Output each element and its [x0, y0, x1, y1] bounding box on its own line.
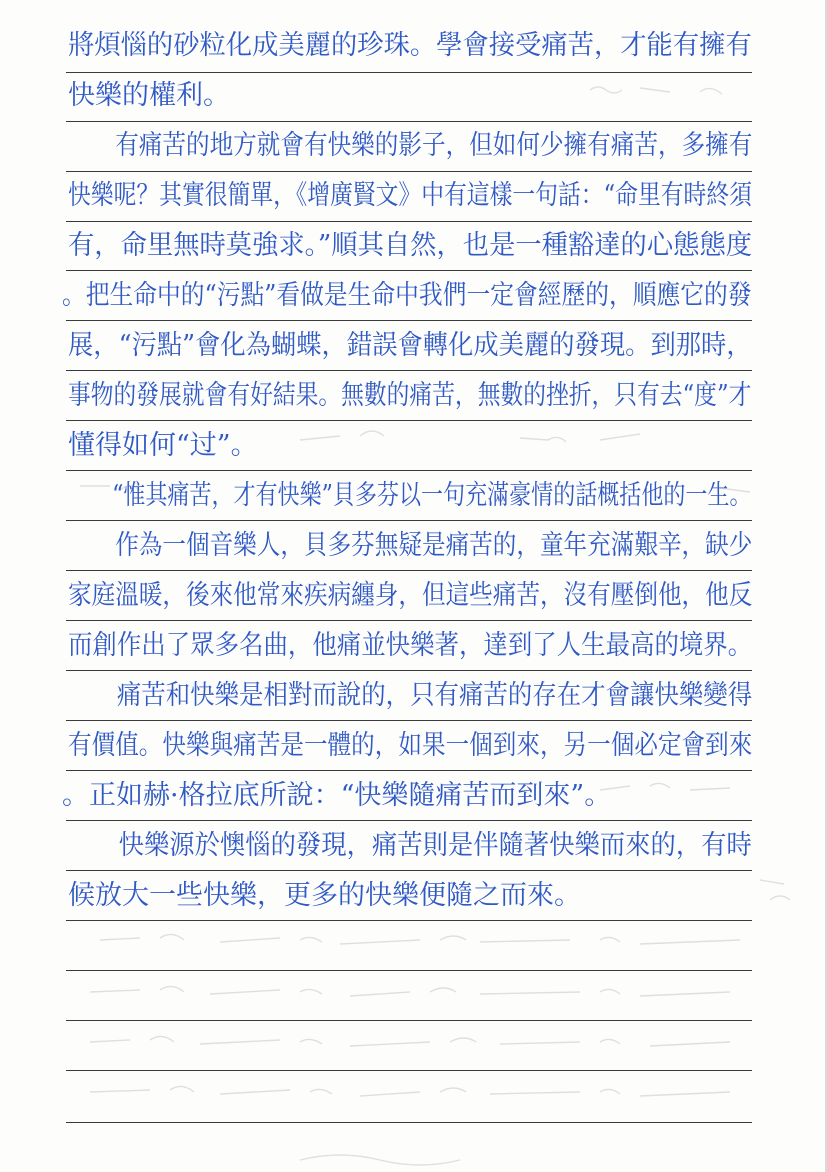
ruled-line — [66, 1020, 752, 1021]
ruled-line — [66, 1122, 752, 1123]
ruled-line — [66, 770, 752, 771]
essay-line: 展，“污點”會化為蝴蝶，錯誤會轉化成美麗的發現。到那時， — [68, 330, 752, 361]
ruled-line — [66, 1070, 752, 1071]
ruled-line — [66, 620, 752, 621]
ruled-line — [66, 121, 752, 122]
essay-line: 將煩惱的砂粒化成美麗的珍珠。學會接受痛苦，才能有擁有 — [68, 30, 752, 61]
ruled-line — [66, 720, 752, 721]
ruled-line — [66, 520, 752, 521]
ruled-line — [66, 970, 752, 971]
essay-line: 。正如赫·格拉底所說：“快樂隨痛苦而到來”。 — [62, 780, 612, 811]
essay-line: 快樂的權利。 — [68, 80, 230, 111]
essay-line: 快樂呢？其實很簡單，《增廣賢文》中有這樣一句話：“命里有時終須 — [68, 180, 752, 211]
essay-line: “惟其痛苦，才有快樂”貝多芬以一句充滿豪情的話概括他的一生。 — [68, 480, 752, 511]
ruled-line — [66, 420, 752, 421]
ruled-line — [66, 72, 752, 73]
ruled-line — [66, 870, 752, 871]
ruled-line — [66, 221, 752, 222]
ruled-line — [66, 171, 752, 172]
essay-line: 痛苦和快樂是相對而說的，只有痛苦的存在才會讓快樂變得 — [68, 680, 753, 711]
ruled-line — [66, 670, 752, 671]
essay-line: 有價值。快樂與痛苦是一體的，如果一個到來，另一個必定會到來 — [68, 730, 753, 761]
ruled-line — [66, 920, 752, 921]
essay-line: 懂得如何“过”。 — [68, 430, 258, 461]
essay-line: 快樂源於懊惱的發現，痛苦則是伴隨著快樂而來的，有時 — [68, 830, 752, 861]
essay-line: 有，命里無時莫強求。”順其自然，也是一種豁達的心態態度 — [68, 230, 753, 261]
ruled-line — [66, 570, 752, 571]
essay-line: 家庭溫暖，後來他常來疾病纏身，但這些痛苦，沒有壓倒他，他反 — [68, 580, 753, 611]
ruled-line — [66, 320, 752, 321]
ruled-line — [66, 370, 752, 371]
essay-line: 作為一個音樂人，貝多芬無疑是痛苦的，童年充滿艱辛，缺少 — [68, 530, 753, 561]
essay-line: 事物的發展就會有好結果。無數的痛苦，無數的挫折，只有去“度”才 — [68, 380, 752, 411]
ruled-line — [66, 470, 752, 471]
ruled-line — [66, 270, 752, 271]
essay-line: 。把生命中的“污點”看做是生命中我們一定會經歷的，順應它的發 — [62, 280, 752, 311]
essay-line: 候放大一些快樂，更多的快樂便隨之而來。 — [68, 880, 581, 911]
essay-line: 而創作出了眾多名曲，他痛並快樂著，達到了人生最高的境界。 — [68, 630, 753, 661]
essay-line: 有痛苦的地方就會有快樂的影子，但如何少擁有痛苦，多擁有 — [68, 130, 753, 161]
ruled-line — [66, 820, 752, 821]
